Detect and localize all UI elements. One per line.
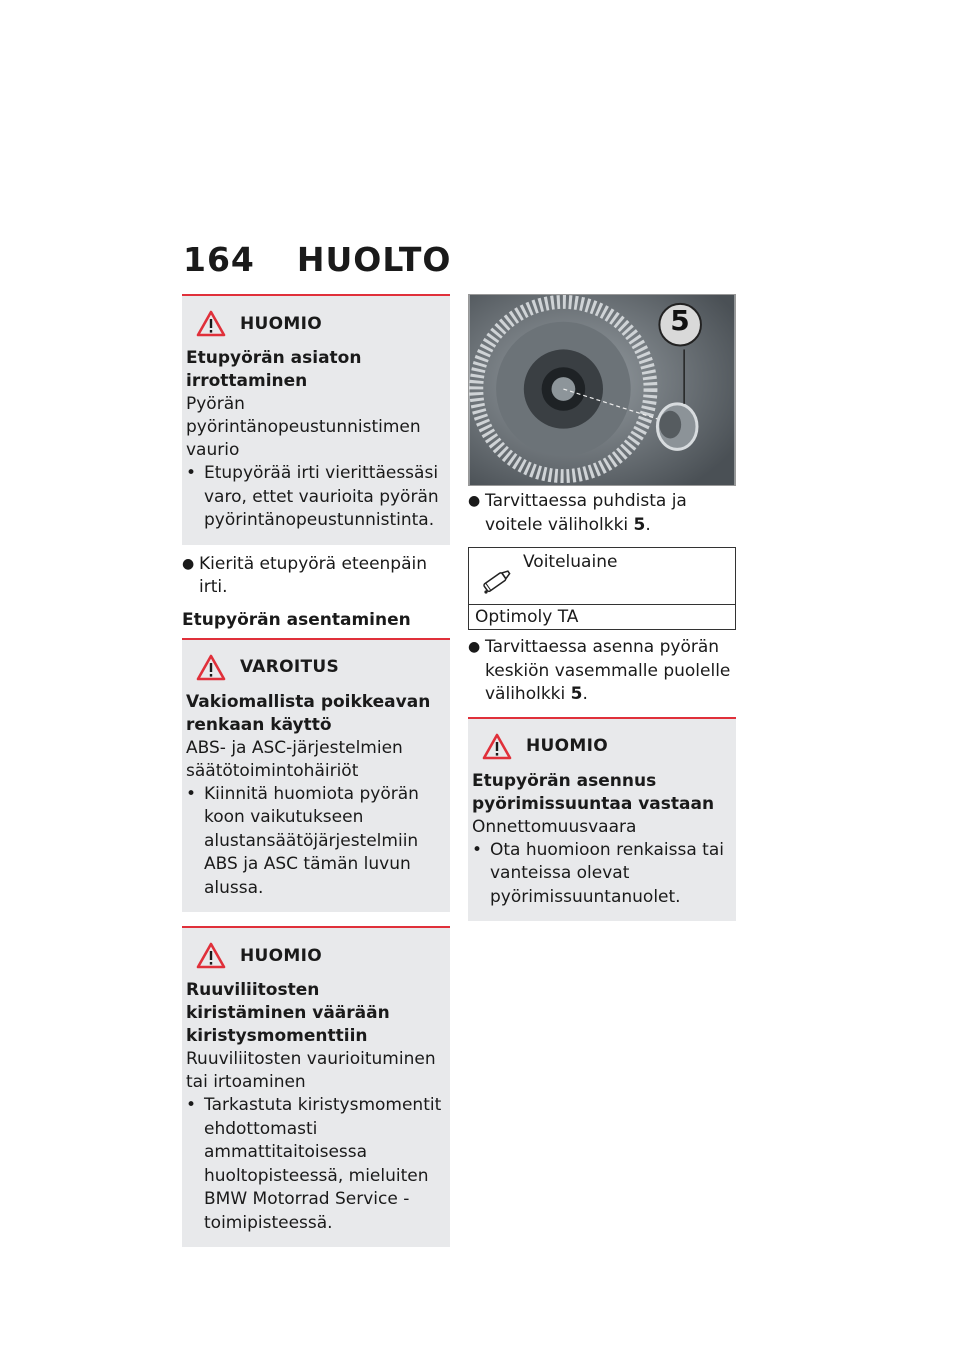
step-item [468, 636, 736, 707]
warning-triangle-icon [482, 733, 512, 760]
notice-warning [182, 638, 450, 913]
bullet-text: Etupyörää irti vierittäessäsi varo, ettet vaurioita pyörän pyörintänopeustunnistinta. [204, 463, 439, 530]
bullet-mark: • [186, 1095, 197, 1115]
part-ref: 5 [570, 684, 583, 704]
photo-callout-label: 5 [670, 304, 690, 337]
lubricant-label: Voiteluaine [523, 552, 618, 572]
warning-triangle-icon [196, 942, 226, 969]
step-item [182, 553, 450, 600]
notice-label: HUOMIO [526, 736, 608, 756]
notice-bullet [472, 839, 728, 910]
notice-label: VAROITUS [240, 657, 340, 677]
notice-bullet [186, 462, 442, 533]
left-column [182, 294, 450, 1247]
bullet-text: Kiinnitä huomiota pyörän koon vaikutukseen alustansäätöjärjestelmiin ABS ja ASC tämän luvun alussa. [204, 783, 419, 898]
page-header [183, 240, 452, 279]
step-bullet-icon: ● [468, 639, 481, 655]
bullet-mark: • [472, 839, 483, 860]
right-column [468, 294, 736, 921]
lubricant-tube-icon [477, 560, 517, 600]
step-bullet-icon: ● [468, 493, 481, 509]
notice-text: Onnettomuusvaara [472, 816, 637, 837]
bullet-text: Ota huomioon renkaissa tai vanteissa olevat pyörimissuuntanuolet. [490, 839, 724, 907]
notice-text: Pyörän pyörintänopeustunnistimen vaurio [186, 394, 421, 460]
lubricant-value: Optimoly TA [475, 607, 579, 627]
notice-header [196, 942, 442, 969]
bullet-mark: • [186, 783, 197, 804]
notice-title: Etupyörän asennus pyörimissuuntaa vastaan [472, 770, 715, 814]
notice-caution-3 [468, 717, 736, 922]
notice-header [196, 654, 442, 681]
notice-title: Etupyörän asiaton irrottaminen [186, 348, 362, 391]
section-subheading: Etupyörän asentaminen [182, 609, 411, 630]
notice-header [196, 310, 442, 337]
notice-title: Vakiomallista poikkeavan renkaan käyttö [186, 691, 431, 735]
notice-bullet [186, 1094, 442, 1235]
step-text-wrap [485, 636, 736, 707]
notice-label: HUOMIO [240, 945, 322, 966]
notice-caution-1 [182, 294, 450, 545]
step-text: Kieritä etupyörä eteenpäin irti. [199, 553, 428, 597]
warning-triangle-icon [196, 310, 226, 337]
step-text: Tarvittaessa puhdista ja voitele väliholkki [485, 491, 687, 535]
notice-caution-2 [182, 926, 450, 1247]
notice-title: Ruuviliitosten kiristäminen väärään kiristysmomenttiin [186, 980, 390, 1046]
page-section-title: HUOLTO [296, 240, 452, 279]
lubricant-table [468, 547, 736, 630]
step-end: . [582, 684, 588, 704]
notice-header [482, 733, 728, 760]
step-item [468, 490, 736, 537]
notice-bullet [186, 783, 442, 901]
bullet-text: Tarkastuta kiristysmomentit ehdottomasti ammattitaitoisessa huoltopisteessä, mieluiten BMW Motorrad Service -toimipisteessä. [204, 1095, 442, 1233]
lubricant-header [469, 548, 735, 605]
step-end: . [645, 514, 651, 535]
page-number: 164 [183, 240, 255, 279]
notice-label: HUOMIO [240, 313, 322, 334]
bullet-mark: • [186, 463, 197, 483]
step-bullet-icon: ● [182, 555, 195, 572]
notice-text: ABS- ja ASC-järjestelmien säätötoimintohäiriöt [186, 737, 403, 781]
part-ref: 5 [633, 514, 646, 535]
step-text: Tarvittaessa asenna pyörän keskiön vasemmalle puolelle väliholkki [485, 637, 731, 704]
step-text-wrap [485, 490, 736, 537]
notice-text: Ruuviliitosten vaurioituminen tai irtoaminen [186, 1049, 436, 1092]
warning-triangle-icon [196, 654, 226, 681]
